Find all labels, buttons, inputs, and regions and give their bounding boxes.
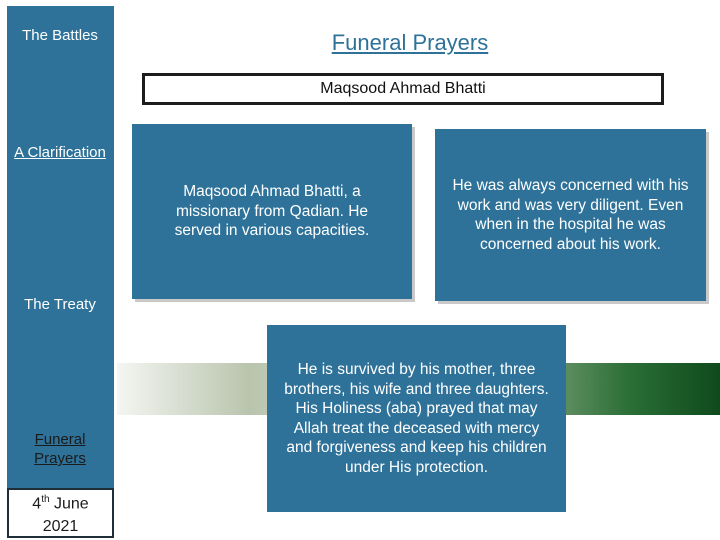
date-line-1	[32, 488, 88, 515]
card-survived	[267, 325, 566, 512]
card-diligent-text: He was always concerned with his work and was very diligent. Even when in the hospital he was concerned about his work.	[452, 177, 689, 253]
card-missionary	[132, 124, 412, 299]
page-title[interactable]: Funeral Prayers	[331, 30, 489, 55]
name-banner	[142, 73, 664, 105]
date-month: June	[49, 495, 89, 513]
card-diligent	[435, 129, 706, 301]
card-survived-text: He is survived by his mother, three brothers, his wife and three daughters. His Holiness (aba) prayed that may Allah treat the deceased with mercy and forgiveness and keep his children under His protection.	[284, 361, 549, 476]
sidebar-item-a-clarification[interactable]: A Clarification	[14, 144, 106, 161]
sidebar-item-the-treaty[interactable]: The Treaty	[24, 296, 96, 313]
date-day: 4	[32, 495, 42, 513]
card-missionary-text: Maqsood Ahmad Bhatti, a missionary from Qadian. He served in various capacities.	[174, 183, 370, 240]
date-box	[7, 488, 114, 538]
sidebar-item-funeral-prayers[interactable]: Funeral Prayers	[34, 431, 86, 467]
name-banner-text: Maqsood Ahmad Bhatti	[320, 80, 486, 97]
date-year: 2021	[42, 518, 79, 536]
sidebar-item-the-battles[interactable]: The Battles	[22, 27, 98, 44]
date-suffix: th	[41, 493, 50, 505]
